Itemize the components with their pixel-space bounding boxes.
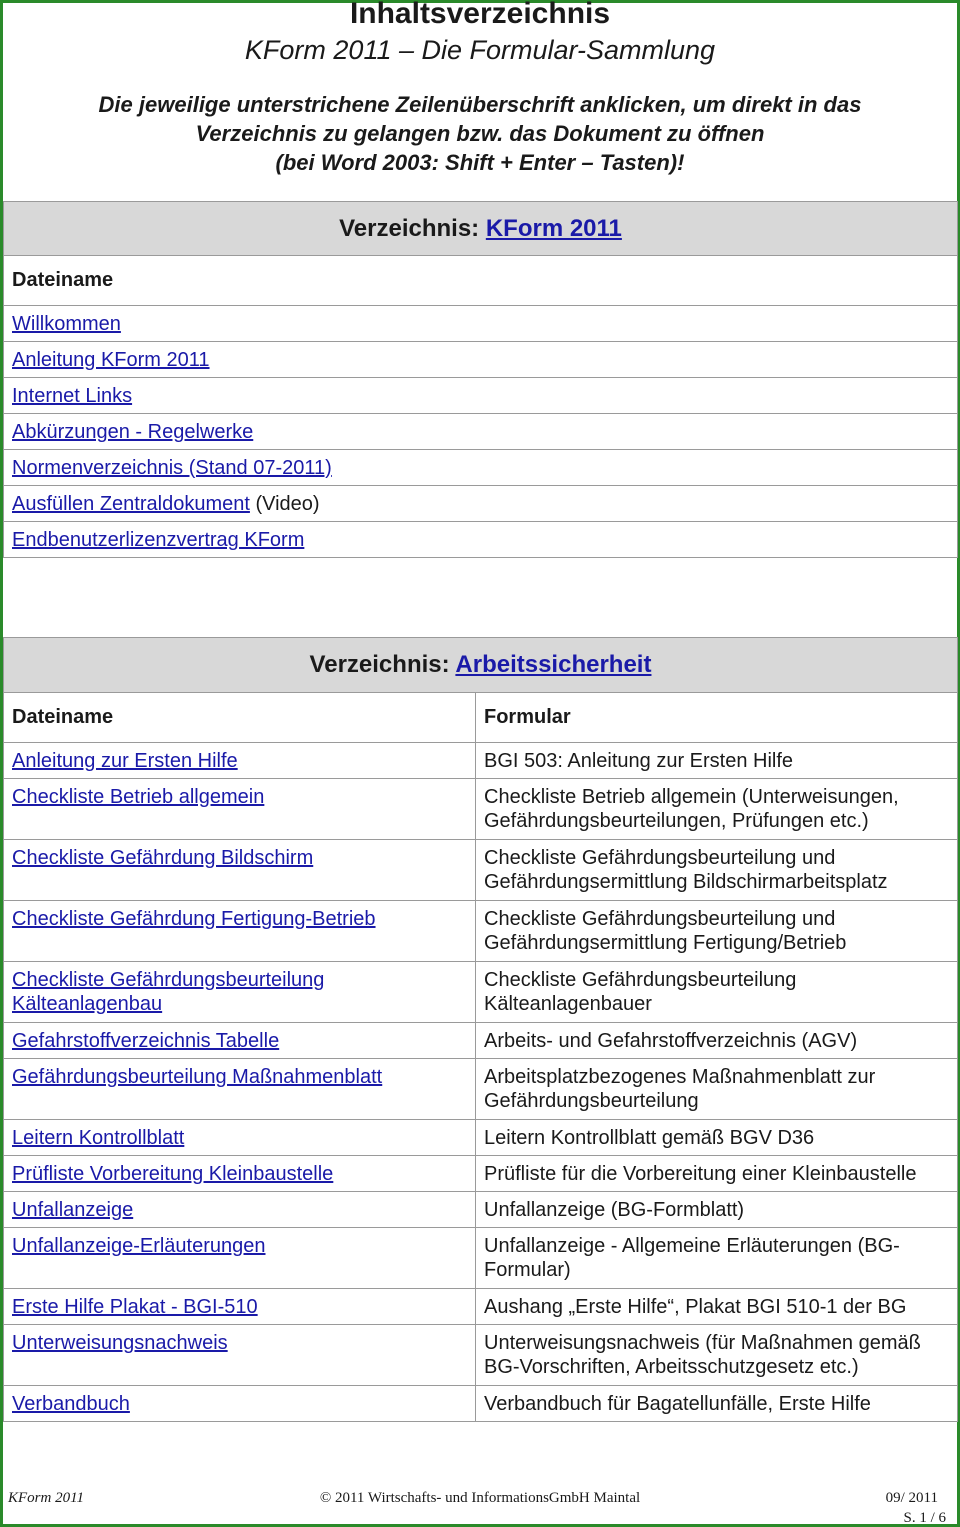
file-link[interactable]: Willkommen (12, 313, 121, 335)
form-description: Checkliste Betrieb allgemein (Unterweisungen, Gefährdungsbeurteilungen, Prüfungen etc.) (476, 779, 958, 840)
form-description: Checkliste Gefährdungsbeurteilung und Gefährdungsermittlung Bildschirmarbeitsplatz (476, 840, 958, 901)
file-link[interactable]: Anleitung zur Ersten Hilfe (12, 750, 238, 772)
footer-center: © 2011 Wirtschafts- und InformationsGmbH Maintal (319, 1490, 641, 1506)
file-note: (Video) (249, 493, 320, 515)
file-link[interactable]: Internet Links (12, 385, 133, 407)
table-row (4, 486, 958, 522)
table-row (4, 450, 958, 486)
form-description: Verbandbuch für Bagatellunfälle, Erste Hilfe (476, 1386, 958, 1422)
form-description: Arbeits- und Gefahrstoffverzeichnis (AGV) (476, 1023, 958, 1059)
file-cell (4, 522, 958, 558)
file-link[interactable]: Endbenutzerlizenzvertrag KForm (12, 529, 305, 551)
form-description: Arbeitsplatzbezogenes Maßnahmenblatt zur Gefährdungsbeurteilung (476, 1059, 958, 1120)
file-cell (4, 1156, 476, 1192)
file-link[interactable]: Gefahrstoffverzeichnis Tabelle (12, 1030, 280, 1052)
file-cell (4, 378, 958, 414)
file-cell (4, 1289, 476, 1325)
table-row (4, 1120, 958, 1156)
file-link[interactable]: Anleitung KForm 2011 (12, 349, 210, 371)
section-heading: Verzeichnis: Arbeitssicherheit (4, 638, 958, 693)
footer-right: 09/ 2011 (885, 1490, 938, 1506)
file-cell (4, 1192, 476, 1228)
column-header-formular: Formular (476, 693, 958, 743)
form-description: Unterweisungsnachweis (für Maßnahmen gemäß BG-Vorschriften, Arbeitsschutzgesetz etc.) (476, 1325, 958, 1386)
table-row (4, 1228, 958, 1289)
table-row (4, 378, 958, 414)
column-header-dateiname: Dateiname (4, 693, 476, 743)
table-row (4, 1192, 958, 1228)
file-cell (4, 1325, 476, 1386)
file-link[interactable]: Prüfliste Vorbereitung Kleinbaustelle (12, 1163, 334, 1185)
file-cell (4, 1120, 476, 1156)
form-description: Aushang „Erste Hilfe“, Plakat BGI 510-1 der BG (476, 1289, 958, 1325)
file-cell (4, 306, 958, 342)
file-link[interactable]: Unterweisungsnachweis (12, 1332, 228, 1354)
form-description: Unfallanzeige - Allgemeine Erläuterungen (BG-Formular) (476, 1228, 958, 1289)
file-cell (4, 779, 476, 840)
file-link[interactable]: Ausfüllen Zentraldokument (12, 493, 250, 515)
instruction-line: Die jeweilige unterstrichene Zeilenüberschrift anklicken, um direkt in das (98, 92, 862, 117)
file-cell (4, 342, 958, 378)
footer-left: KForm 2011 (8, 1490, 84, 1506)
file-link[interactable]: Normenverzeichnis (Stand 07-2011) (12, 457, 332, 479)
form-description: Unfallanzeige (BG-Formblatt) (476, 1192, 958, 1228)
page-title: Inhaltsverzeichnis (349, 0, 611, 30)
table-row (4, 1289, 958, 1325)
file-cell (4, 414, 958, 450)
file-link[interactable]: Erste Hilfe Plakat - BGI-510 (12, 1296, 258, 1318)
instruction-line: Verzeichnis zu gelangen bzw. das Dokument zu öffnen (195, 121, 765, 146)
column-header-dateiname: Dateiname (4, 256, 958, 306)
section-arbeitssicherheit-table (3, 637, 958, 1422)
form-description: Checkliste Gefährdungsbeurteilung Kälteanlagenbauer (476, 962, 958, 1023)
file-link[interactable]: Unfallanzeige-Erläuterungen (12, 1235, 266, 1257)
form-description: BGI 503: Anleitung zur Ersten Hilfe (476, 743, 958, 779)
instruction-text (0, 90, 960, 177)
file-link[interactable]: Unfallanzeige (12, 1199, 134, 1221)
file-cell (4, 840, 476, 901)
file-link[interactable]: Checkliste Gefährdung Bildschirm (12, 847, 314, 869)
file-cell (4, 1386, 476, 1422)
table-row (4, 342, 958, 378)
file-link[interactable]: Abkürzungen - Regelwerke (12, 421, 254, 443)
section-arbeitssicherheit-rows (4, 743, 958, 1422)
file-cell (4, 1059, 476, 1120)
table-row (4, 1156, 958, 1192)
file-link[interactable]: Leitern Kontrollblatt (12, 1127, 185, 1149)
page-number: S. 1 / 6 (903, 1510, 946, 1526)
instruction-line: (bei Word 2003: Shift + Enter – Tasten)! (275, 150, 685, 175)
file-cell (4, 901, 476, 962)
file-cell (4, 1228, 476, 1289)
file-link[interactable]: Verbandbuch (12, 1393, 130, 1415)
table-row (4, 306, 958, 342)
table-row (4, 1059, 958, 1120)
file-link[interactable]: Checkliste Gefährdungsbeurteilung Kälteanlagenbau (12, 969, 325, 1015)
file-link[interactable]: Checkliste Gefährdung Fertigung-Betrieb (12, 908, 376, 930)
section-kform-table (3, 201, 958, 558)
page-footer (0, 1490, 960, 1512)
section-kform-rows (4, 306, 958, 558)
file-cell (4, 743, 476, 779)
table-row (4, 414, 958, 450)
table-row (4, 901, 958, 962)
file-link[interactable]: Gefährdungsbeurteilung Maßnahmenblatt (12, 1066, 383, 1088)
table-row (4, 1325, 958, 1386)
table-row (4, 840, 958, 901)
form-description: Leitern Kontrollblatt gemäß BGV D36 (476, 1120, 958, 1156)
form-description: Checkliste Gefährdungsbeurteilung und Gefährdungsermittlung Fertigung/Betrieb (476, 901, 958, 962)
file-cell (4, 1023, 476, 1059)
table-row (4, 1023, 958, 1059)
page-subtitle: KForm 2011 – Die Formular-Sammlung (244, 35, 716, 65)
file-cell (4, 962, 476, 1023)
file-cell (4, 450, 958, 486)
table-row (4, 779, 958, 840)
file-link[interactable]: Checkliste Betrieb allgemein (12, 786, 265, 808)
section-heading-link[interactable]: Arbeitssicherheit (455, 651, 652, 678)
table-row (4, 1386, 958, 1422)
section-heading-link[interactable]: KForm 2011 (485, 214, 622, 242)
table-row (4, 743, 958, 779)
file-cell (4, 486, 958, 522)
table-row (4, 962, 958, 1023)
table-row (4, 522, 958, 558)
form-description: Prüfliste für die Vorbereitung einer Kleinbaustelle (476, 1156, 958, 1192)
section-heading: Verzeichnis: KForm 2011 (4, 202, 958, 256)
